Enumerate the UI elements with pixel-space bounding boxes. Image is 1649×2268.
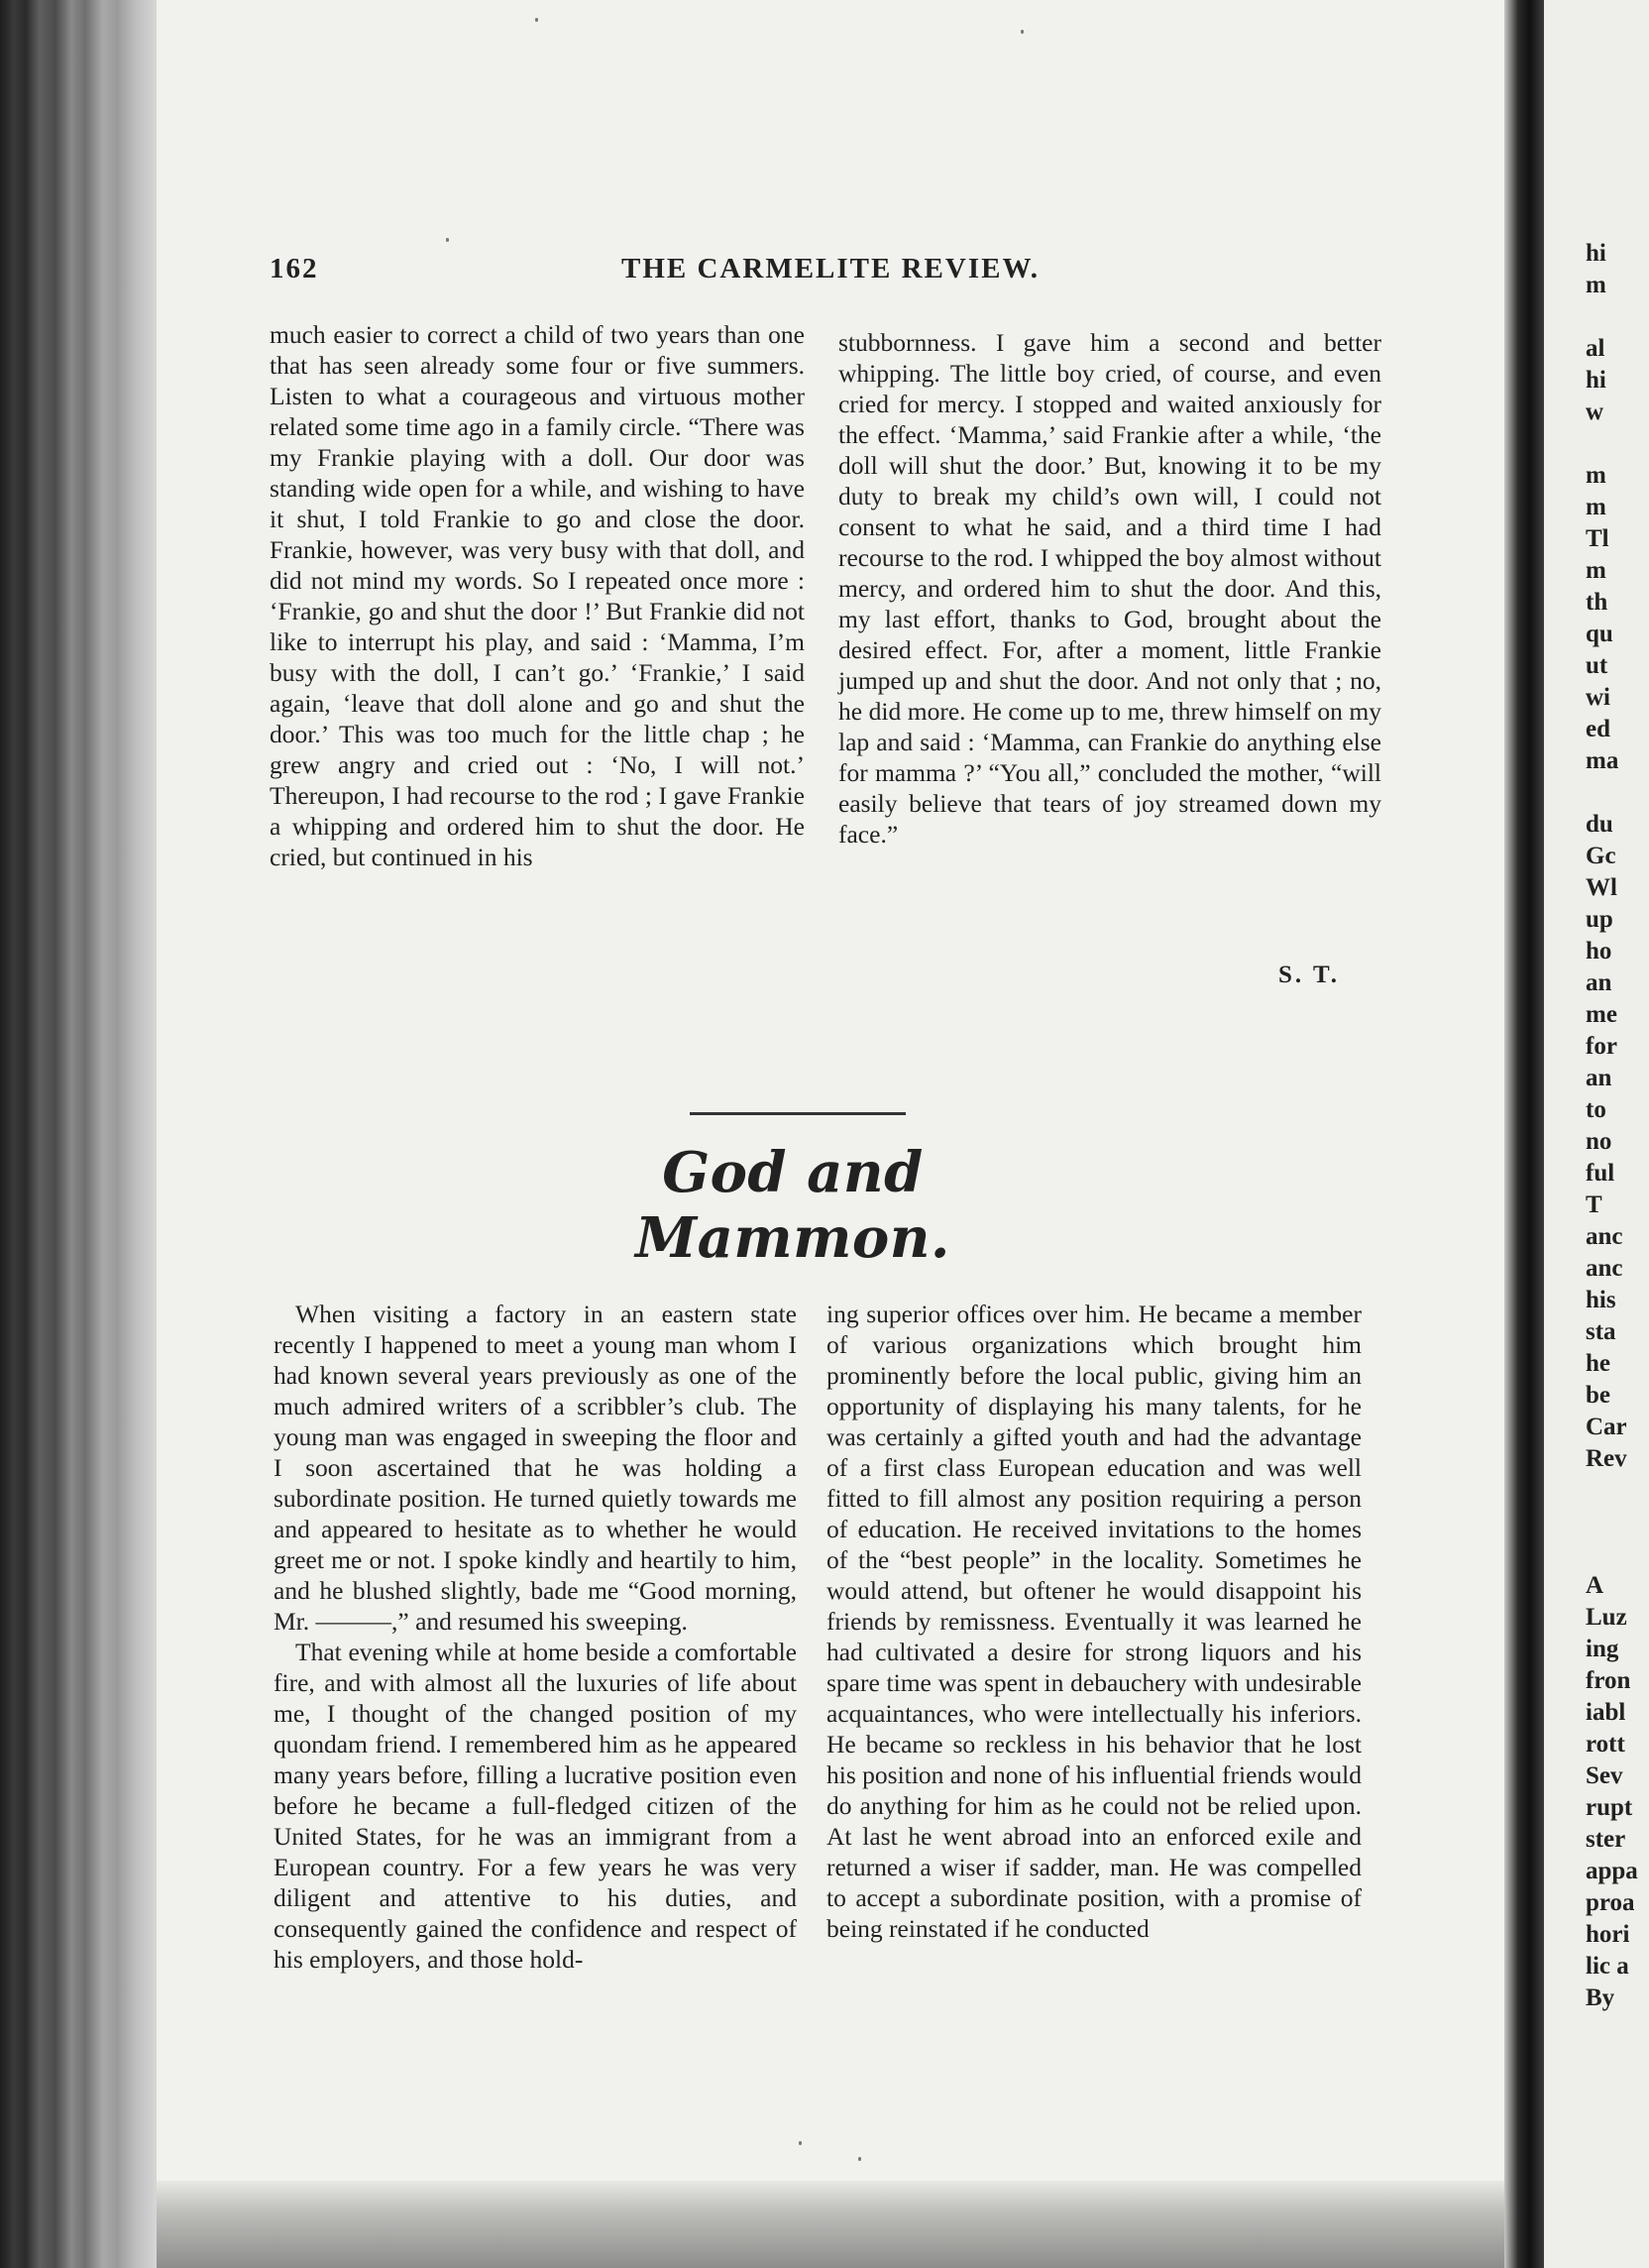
facing-page-fragment: ster — [1586, 1826, 1626, 1853]
facing-page-fragment: lic a — [1586, 1953, 1629, 1980]
article-title: God and Mammon. — [635, 1140, 950, 1271]
facing-page-fragment: m — [1586, 557, 1606, 584]
facing-page-fragment: up — [1586, 906, 1613, 933]
facing-page-fragment: m — [1586, 494, 1606, 520]
first-article-column-right — [838, 327, 1381, 850]
book-gutter — [1504, 0, 1544, 2268]
second-article-column-right — [826, 1299, 1362, 1944]
facing-page-fragment: du — [1586, 811, 1613, 838]
facing-page-fragment: anc — [1586, 1255, 1623, 1282]
facing-page-fragment: A — [1586, 1572, 1604, 1599]
page-number: 162 — [270, 253, 319, 284]
facing-page-fragment: By — [1586, 1984, 1615, 2011]
facing-page-fragment: be — [1586, 1382, 1610, 1409]
book-spine-edge — [0, 0, 168, 2268]
author-signature: S. T. — [1278, 962, 1341, 988]
facing-page-fragment: hori — [1586, 1921, 1630, 1948]
scan-speck — [1021, 30, 1024, 34]
facing-page-fragment: Rev — [1586, 1445, 1627, 1472]
facing-page-fragment: th — [1586, 589, 1608, 616]
facing-page-fragment: Sev — [1586, 1762, 1623, 1789]
facing-page-fragment: an — [1586, 969, 1612, 996]
facing-page-fragment: proa — [1586, 1889, 1635, 1916]
facing-page-fragment: no — [1586, 1128, 1612, 1155]
facing-page-fragment: anc — [1586, 1223, 1623, 1250]
facing-page-fragment: ed — [1586, 716, 1610, 742]
scan-speck — [446, 238, 449, 242]
facing-page-fragment: T — [1586, 1191, 1602, 1218]
facing-page-fragment: m — [1586, 272, 1606, 298]
paragraph: much easier to correct a child of two years than one that has seen already some four or five summers. Listen to what a courageous and virtuous mother related some time ago in a family circle. “There was my Frankie playing with a doll. Our door was standing wide open for a while, and wishing to have it shut, I told Frankie to go and close the door. Frankie, however, was very busy with that doll, and did not mind my words. So I repeated once more : ‘Frankie, go and shut the door !’ But Frankie did not like to interrupt his play, and said : ‘Mamma, I’m busy with the doll, I can’t go.’ ‘Frankie,’ I said again, ‘leave that doll alone and go and shut the door.’ This was too much for the little chap ; he grew angry and cried out : ‘No, I will not.’ Thereupon, I had recourse to the rod ; I gave Frankie a whipping and ordered him to shut the door. He cried, but continued in his — [270, 320, 805, 871]
facing-page-fragment: qu — [1586, 621, 1613, 647]
running-head: THE CARMELITE REVIEW. — [621, 253, 1041, 284]
page-header — [270, 253, 1370, 292]
facing-page-fragment: fron — [1586, 1667, 1631, 1694]
facing-page-fragment: ho — [1586, 938, 1612, 964]
facing-page-fragment: rott — [1586, 1731, 1625, 1758]
facing-page-fragment: his — [1586, 1287, 1616, 1313]
facing-page-fragment: hi — [1586, 367, 1606, 394]
facing-page-fragment: iabl — [1586, 1699, 1626, 1726]
facing-page-fragment: Luz — [1586, 1604, 1627, 1631]
facing-page-fragment: sta — [1586, 1318, 1616, 1345]
section-divider — [690, 1112, 906, 1115]
paragraph: stubbornness. I gave him a second and better whipping. The little boy cried, of course, and even cried for mercy. I stopped and waited anxiously for the effect. ‘Mamma,’ said Frankie after a while, ‘the doll will shut the door.’ But, knowing it to be my duty to break my child’s own will, I could not consent to what he said, and a third time I had recourse to the rod. I whipped the boy almost without mercy, and ordered him to shut the door. And this, my last effort, thanks to God, brought about the desired effect. For, after a moment, little Frankie jumped up and shut the door. And not only that ; no, he did more. He come up to me, threw himself on my lap and said : ‘Mamma, can Frankie do anything else for mamma ?’ “You all,” concluded the mother, “will easily believe that tears of joy streamed down my face.” — [838, 328, 1381, 849]
facing-page-fragment: hi — [1586, 240, 1606, 267]
page-bottom-shadow — [157, 2181, 1504, 2268]
facing-page-fragment: Car — [1586, 1414, 1627, 1440]
facing-page-fragment: wi — [1586, 684, 1610, 711]
facing-page-fragment: appa — [1586, 1858, 1638, 1884]
facing-page-fragment: w — [1586, 398, 1604, 425]
facing-page-fragment: Wl — [1586, 874, 1617, 901]
facing-page-fragment: al — [1586, 335, 1605, 362]
paragraph: ing superior offices over him. He became a member of various organizations which brought him prominently before the local public, giving him an opportunity of displaying his many talents, for he was certainly a gifted youth and had the advantage of a first class European education and was well fitted to fill almost any position requiring a person of education. He received invitations to the homes of the “best people” in the locality. Sometimes he would attend, but oftener he would disappoint his friends by remissness. Eventually it was learned he had cultivated a desire for strong liquors and his spare time was spent in debauchery with undesirable acquaintances, who were intellectually his inferiors. He became so reckless in his behavior that he lost his position and none of his influential friends would do anything for him as he could not be relied upon. At last he went abroad into an enforced exile and returned a wiser if sadder, man. He was compelled to accept a subordinate position, with a promise of being reinstated if he conducted — [826, 1300, 1362, 1943]
scan-speck — [858, 2157, 861, 2161]
scan-speck — [799, 2141, 802, 2145]
paragraph: When visiting a factory in an eastern state recently I happened to meet a young man whom I had known several years previously as one of the much admired writers of a scribbler’s club. The young man was engaged in sweeping the floor and I soon ascertained that he was holding a subordinate position. He turned quietly towards me and appeared to hesitate as to whether he would greet me or not. I spoke kindly and heartily to him, and he blushed slightly, bade me “Good morning, Mr. ———,” and resumed his sweeping. — [274, 1300, 797, 1636]
facing-page-fragment: for — [1586, 1033, 1617, 1060]
second-article-column-left — [274, 1299, 797, 1975]
paragraph: That evening while at home beside a comfortable fire, and with almost all the luxuries of life about me, I thought of the changed position of my quondam friend. I remembered him as he appeared many years before, filling a lucrative position even before he became a full-fledged citizen of the United States, for he was an immigrant from a European country. For a few years he was very diligent and attentive to his duties, and consequently gained the confidence and respect of his employers, and those hold- — [274, 1638, 797, 1974]
facing-page-fragment: rupt — [1586, 1794, 1633, 1821]
facing-page-fragment: ing — [1586, 1636, 1619, 1662]
facing-page-fragment: he — [1586, 1350, 1610, 1377]
facing-page-fragment: an — [1586, 1065, 1612, 1091]
facing-page-fragment: Tl — [1586, 525, 1609, 552]
scan-speck — [535, 18, 538, 22]
facing-page-fragment: ful — [1586, 1160, 1615, 1187]
facing-page-fragment: Gc — [1586, 843, 1616, 869]
facing-page-fragment: ma — [1586, 747, 1619, 774]
facing-page-fragment: ut — [1586, 652, 1608, 679]
facing-page-fragment: m — [1586, 462, 1606, 489]
first-article-column-left — [270, 319, 805, 872]
facing-page-fragment: to — [1586, 1096, 1606, 1123]
facing-page-fragment: me — [1586, 1001, 1617, 1028]
